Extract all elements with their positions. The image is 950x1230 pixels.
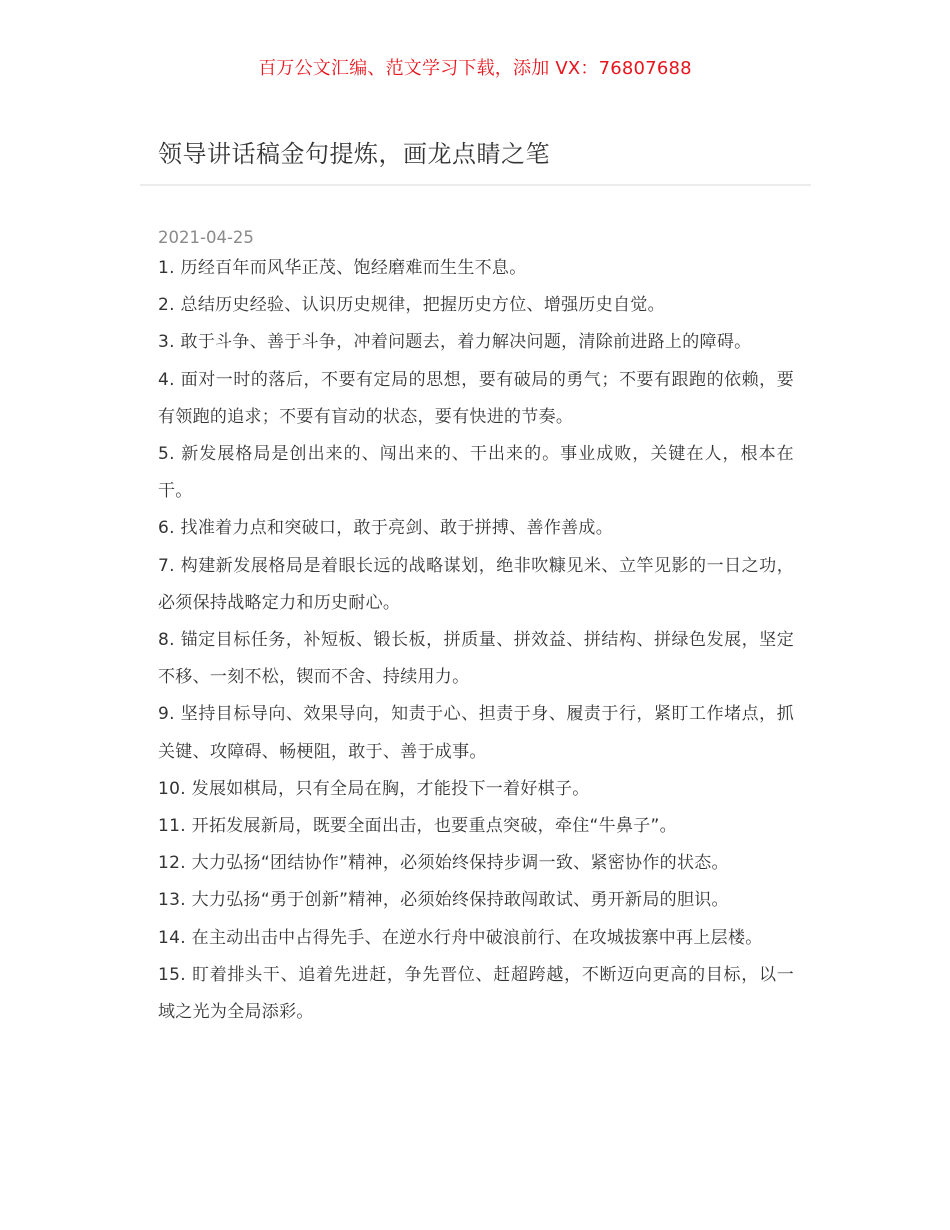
promo-banner: 百万公文汇编、范文学习下载，添加 VX：76807688 xyxy=(258,58,692,79)
article-body xyxy=(158,250,794,1031)
quote-item-7: 7. 构建新发展格局是着眼长远的战略谋划，绝非吹糠见米、立竿见影的一日之功，必须保持战略定力和历史耐心。 xyxy=(158,555,794,613)
quote-item-4: 4. 面对一时的落后，不要有定局的思想，要有破局的勇气；不要有跟跑的依赖，要有领跑的追求；不要有盲动的状态，要有快进的节奏。 xyxy=(158,369,794,427)
title-divider xyxy=(140,184,811,186)
quote-item-11: 11. 开拓发展新局，既要全面出击，也要重点突破，牵住“牛鼻子”。 xyxy=(158,816,677,837)
quote-item-9: 9. 坚持目标导向、效果导向，知责于心、担责于身、履责于行，紧盯工作堵点，抓关键、攻障碍、畅梗阻，敢于、善于成事。 xyxy=(158,704,794,762)
publish-date: 2021-04-25 xyxy=(158,228,254,247)
quote-item-3: 3. 敢于斗争、善于斗争，冲着问题去，着力解决问题，清除前进路上的障碍。 xyxy=(158,332,752,353)
quote-item-15: 15. 盯着排头干、追着先进赶，争先晋位、赶超跨越，不断迈向更高的目标，以一域之光为全局添彩。 xyxy=(158,964,794,1023)
quote-item-5: 5. 新发展格局是创出来的、闯出来的、干出来的。事业成败，关键在人，根本在干。 xyxy=(158,444,794,502)
quote-item-6: 6. 找准着力点和突破口，敢于亮剑、敢于拼搏、善作善成。 xyxy=(158,518,614,539)
quote-item-12: 12. 大力弘扬“团结协作”精神，必须始终保持步调一致、紧密协作的状态。 xyxy=(158,853,729,874)
quote-item-1: 1. 历经百年而风华正茂、饱经磨难而生生不息。 xyxy=(158,258,527,278)
quote-item-14: 14. 在主动出击中占得先手、在逆水行舟中破浪前行、在攻城拔寨中再上层楼。 xyxy=(158,927,763,948)
article-title: 领导讲话稿金句提炼，画龙点睛之笔 xyxy=(158,140,550,168)
quote-item-10: 10. 发展如棋局，只有全局在胸，才能投下一着好棋子。 xyxy=(158,778,590,799)
quote-item-2: 2. 总结历史经验、认识历史规律，把握历史方位、增强历史自觉。 xyxy=(158,295,665,316)
quote-item-13: 13. 大力弘扬“勇于创新”精神，必须始终保持敢闯敢试、勇开新局的胆识。 xyxy=(158,890,729,911)
quote-item-8: 8. 锚定目标任务，补短板、锻长板，拼质量、拼效益、拼结构、拼绿色发展，坚定不移、一刻不松，锲而不舍、持续用力。 xyxy=(158,630,794,688)
